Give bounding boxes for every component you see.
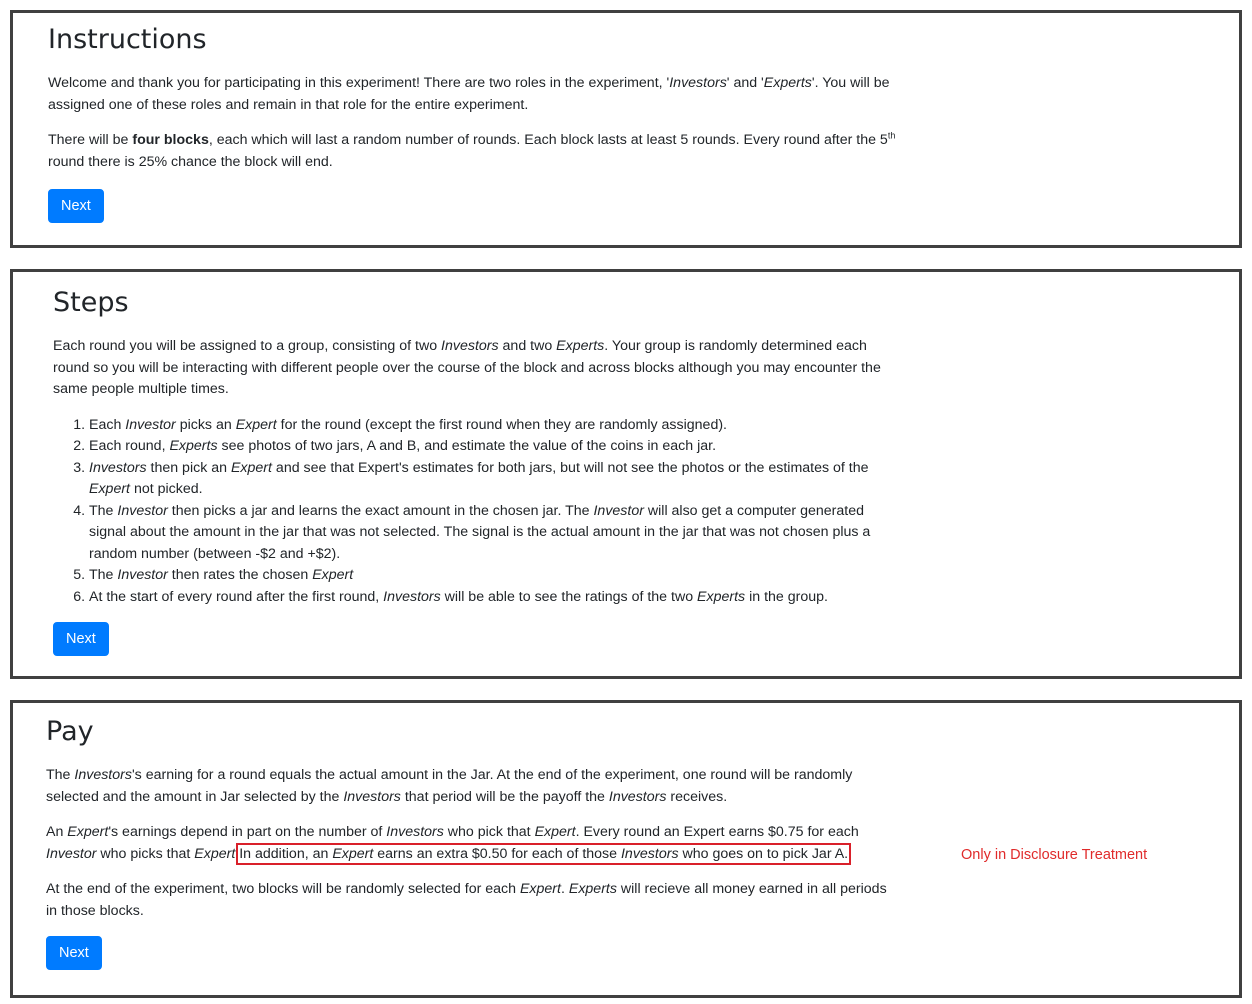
- pay-title: Pay: [46, 716, 94, 747]
- steps-list-item: 1. Each Investor picks an Expert for the round (except the first round when they are randomly assigned).: [89, 415, 903, 437]
- steps-list-item: 2. Each round, Experts see photos of two jars, A and B, and estimate the value of the coins in each jar.: [89, 436, 903, 458]
- steps-panel: [10, 269, 1242, 679]
- steps-next-button[interactable]: Next: [53, 622, 109, 656]
- instructions-paragraph-1: Welcome and thank you for participating in this experiment! There are two roles in the experiment, 'Investors' and 'Experts'. You will be assigned one of these roles and remain in that role for the entire experiment.: [48, 75, 890, 113]
- pay-panel: [10, 700, 1242, 998]
- instructions-paragraph-2: There will be four blocks, each which will last a random number of rounds. Each block lasts at least 5 rounds. Every round after the 5th round there is 25% chance the block will end.: [48, 130, 896, 170]
- instructions-next-button[interactable]: Next: [48, 189, 104, 223]
- steps-intro: Each round you will be assigned to a group, consisting of two Investors and two Experts. Your group is randomly determined each round so you will be interacting with different people over the course of the block and across blocks although you may encounter the same people multiple times.: [53, 338, 881, 397]
- steps-list-item: 3. Investors then pick an Expert and see that Expert's estimates for both jars, but will not see the photos or the estimates of the Expert not picked.: [89, 458, 903, 501]
- pay-paragraph-1: The Investors's earning for a round equals the actual amount in the Jar. At the end of the experiment, one round will be randomly selected and the amount in Jar selected by the Investors that period will be the payoff the Investors receives.: [46, 767, 853, 805]
- steps-list-item: 6. At the start of every round after the first round, Investors will be able to see the ratings of the two Experts in the group.: [89, 587, 903, 609]
- pay-paragraph-3: At the end of the experiment, two blocks will be randomly selected for each Expert. Experts will recieve all money earned in all periods in those blocks.: [46, 881, 887, 919]
- pay-paragraph-2: An Expert's earnings depend in part on the number of Investors who pick that Expert. Every round an Expert earns $0.75 for each Investor who picks that Expert.In addition, an Expert earns an extra $0.50 for each of those Investors who goes on to pick Jar A.: [46, 824, 859, 862]
- instructions-title: Instructions: [48, 24, 207, 55]
- disclosure-treatment-note: Only in Disclosure Treatment: [961, 847, 1148, 863]
- steps-list-item: 5. The Investor then rates the chosen Expert: [89, 565, 903, 587]
- instructions-panel: [10, 10, 1242, 248]
- disclosure-highlight: In addition, an Expert earns an extra $0.50 for each of those Investors who goes on to pick Jar A.: [239, 845, 849, 862]
- steps-list-item: 4. The Investor then picks a jar and learns the exact amount in the chosen jar. The Investor will also get a computer generated signal about the amount in the jar that was not selected. The signal is the actual amount in the jar that was not chosen plus a random number (between -$2 and +$2).: [89, 501, 903, 566]
- steps-title: Steps: [53, 287, 129, 318]
- steps-list: [53, 415, 903, 609]
- pay-next-button[interactable]: Next: [46, 936, 102, 970]
